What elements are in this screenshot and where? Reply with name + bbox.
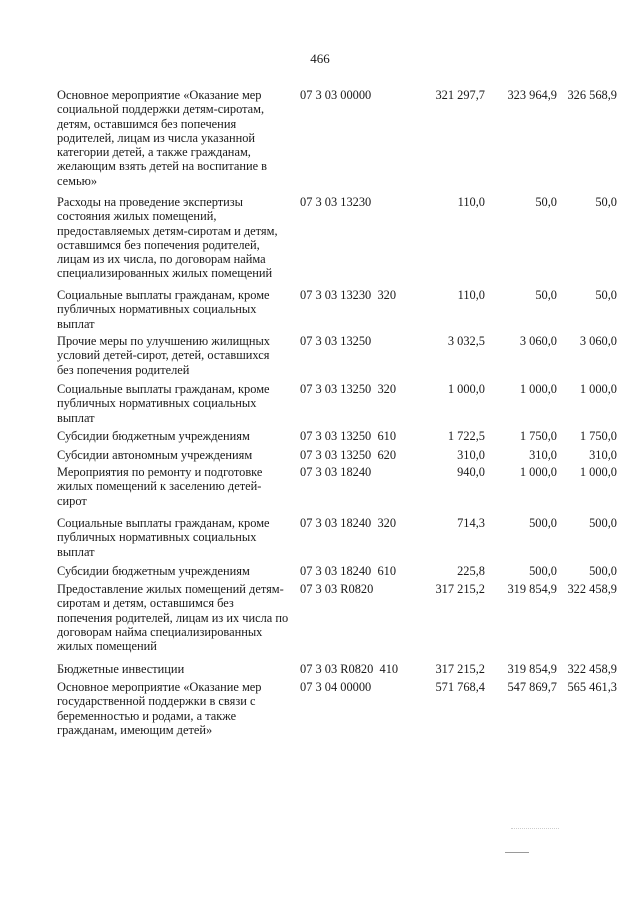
budget-table <box>57 88 617 760</box>
table-row <box>57 564 617 582</box>
row-description: Социальные выплаты гражданам, кроме публичных нормативных социальных выплат <box>57 288 270 331</box>
row-value-1: 321 297,7 <box>435 88 485 102</box>
row-code: 07 3 03 00000 <box>300 88 372 102</box>
table-row <box>57 448 617 465</box>
table-row <box>57 582 617 662</box>
row-value-2: 1 000,0 <box>519 465 557 479</box>
page-number: 466 <box>310 51 330 66</box>
row-code: 07 3 03 13250 320 <box>300 382 397 396</box>
row-value-1: 225,8 <box>457 564 485 578</box>
row-value-3: 500,0 <box>589 516 617 530</box>
table-row <box>57 195 617 288</box>
table-row <box>57 429 617 448</box>
row-value-2: 310,0 <box>529 448 557 462</box>
row-value-3: 310,0 <box>589 448 617 462</box>
row-code: 07 3 03 18240 610 <box>300 564 397 578</box>
row-description: Прочие меры по улучшению жилищных условий детей-сирот, детей, оставшихся без попечения родителей <box>57 334 270 377</box>
row-description: Социальные выплаты гражданам, кроме публичных нормативных социальных выплат <box>57 516 270 559</box>
row-value-2: 319 854,9 <box>507 662 557 676</box>
row-value-1: 3 032,5 <box>447 334 485 348</box>
row-code: 07 3 03 13250 610 <box>300 429 397 443</box>
row-value-2: 323 964,9 <box>507 88 557 102</box>
row-code: 07 3 03 R0820 410 <box>300 662 399 676</box>
row-code: 07 3 03 13250 620 <box>300 448 397 462</box>
scan-artifact <box>511 828 559 835</box>
row-value-1: 317 215,2 <box>435 662 485 676</box>
row-value-3: 500,0 <box>589 564 617 578</box>
row-description: Субсидии бюджетным учреждениям <box>57 564 250 578</box>
table-row <box>57 88 617 195</box>
row-value-2: 1 750,0 <box>519 429 557 443</box>
row-value-3: 1 000,0 <box>579 465 617 479</box>
table-row <box>57 288 617 334</box>
row-description: Субсидии автономным учреждениям <box>57 448 253 462</box>
row-value-1: 310,0 <box>457 448 485 462</box>
row-value-1: 714,3 <box>457 516 485 530</box>
row-description: Основное мероприятие «Оказание мер социальной поддержки детям-сиротам, детям, оставшимся без попечения родителей, лицам из числа указанной категории детей, а также гражданам, желающим взять детей на воспитание в семью» <box>57 88 268 188</box>
row-code: 07 3 03 13230 320 <box>300 288 397 302</box>
row-value-2: 547 869,7 <box>507 680 557 694</box>
row-description: Социальные выплаты гражданам, кроме публичных нормативных социальных выплат <box>57 382 270 425</box>
row-value-3: 1 000,0 <box>579 382 617 396</box>
row-value-3: 322 458,9 <box>567 582 617 596</box>
table-row <box>57 465 617 516</box>
row-value-1: 1 722,5 <box>447 429 485 443</box>
row-description: Предоставление жилых помещений детям-сиротам и детям, оставшимся без попечения родителей, лицам из их числа по договорам найма специализированных жилых помещений <box>57 582 289 654</box>
row-value-3: 565 461,3 <box>567 680 617 694</box>
row-value-3: 50,0 <box>595 288 617 302</box>
row-code: 07 3 03 13230 <box>300 195 372 209</box>
row-code: 07 3 03 R0820 <box>300 582 374 596</box>
scan-artifact <box>505 852 529 853</box>
row-value-2: 500,0 <box>529 564 557 578</box>
row-description: Основное мероприятие «Оказание мер государственной поддержки в связи с беременностью и родами, а также гражданам, имеющим детей» <box>57 680 262 737</box>
row-value-2: 50,0 <box>535 195 557 209</box>
table-row <box>57 516 617 564</box>
row-value-1: 940,0 <box>457 465 485 479</box>
row-code: 07 3 03 18240 320 <box>300 516 397 530</box>
row-value-2: 319 854,9 <box>507 582 557 596</box>
row-value-3: 322 458,9 <box>567 662 617 676</box>
row-value-2: 3 060,0 <box>519 334 557 348</box>
row-value-1: 1 000,0 <box>447 382 485 396</box>
row-description: Бюджетные инвестиции <box>57 662 185 676</box>
table-row <box>57 382 617 429</box>
table-row <box>57 680 617 760</box>
row-value-1: 571 768,4 <box>435 680 485 694</box>
row-code: 07 3 04 00000 <box>300 680 372 694</box>
row-value-3: 50,0 <box>595 195 617 209</box>
row-code: 07 3 03 13250 <box>300 334 372 348</box>
row-description: Субсидии бюджетным учреждениям <box>57 429 250 443</box>
row-value-3: 1 750,0 <box>579 429 617 443</box>
row-value-2: 500,0 <box>529 516 557 530</box>
row-value-2: 50,0 <box>535 288 557 302</box>
row-value-1: 110,0 <box>457 195 485 209</box>
row-value-1: 110,0 <box>457 288 485 302</box>
row-value-2: 1 000,0 <box>519 382 557 396</box>
row-description: Мероприятия по ремонту и подготовке жилых помещений к заселению детей-сирот <box>57 465 263 508</box>
row-code: 07 3 03 18240 <box>300 465 372 479</box>
table-row <box>57 662 617 680</box>
row-value-3: 326 568,9 <box>567 88 617 102</box>
row-description: Расходы на проведение экспертизы состояния жилых помещений, предоставляемых детям-сиротам и детям, оставшимся без попечения родителей, лицам из их числа, по договорам найма специализированных жилых помещений <box>57 195 278 281</box>
table-row <box>57 334 617 382</box>
row-value-1: 317 215,2 <box>435 582 485 596</box>
row-value-3: 3 060,0 <box>579 334 617 348</box>
